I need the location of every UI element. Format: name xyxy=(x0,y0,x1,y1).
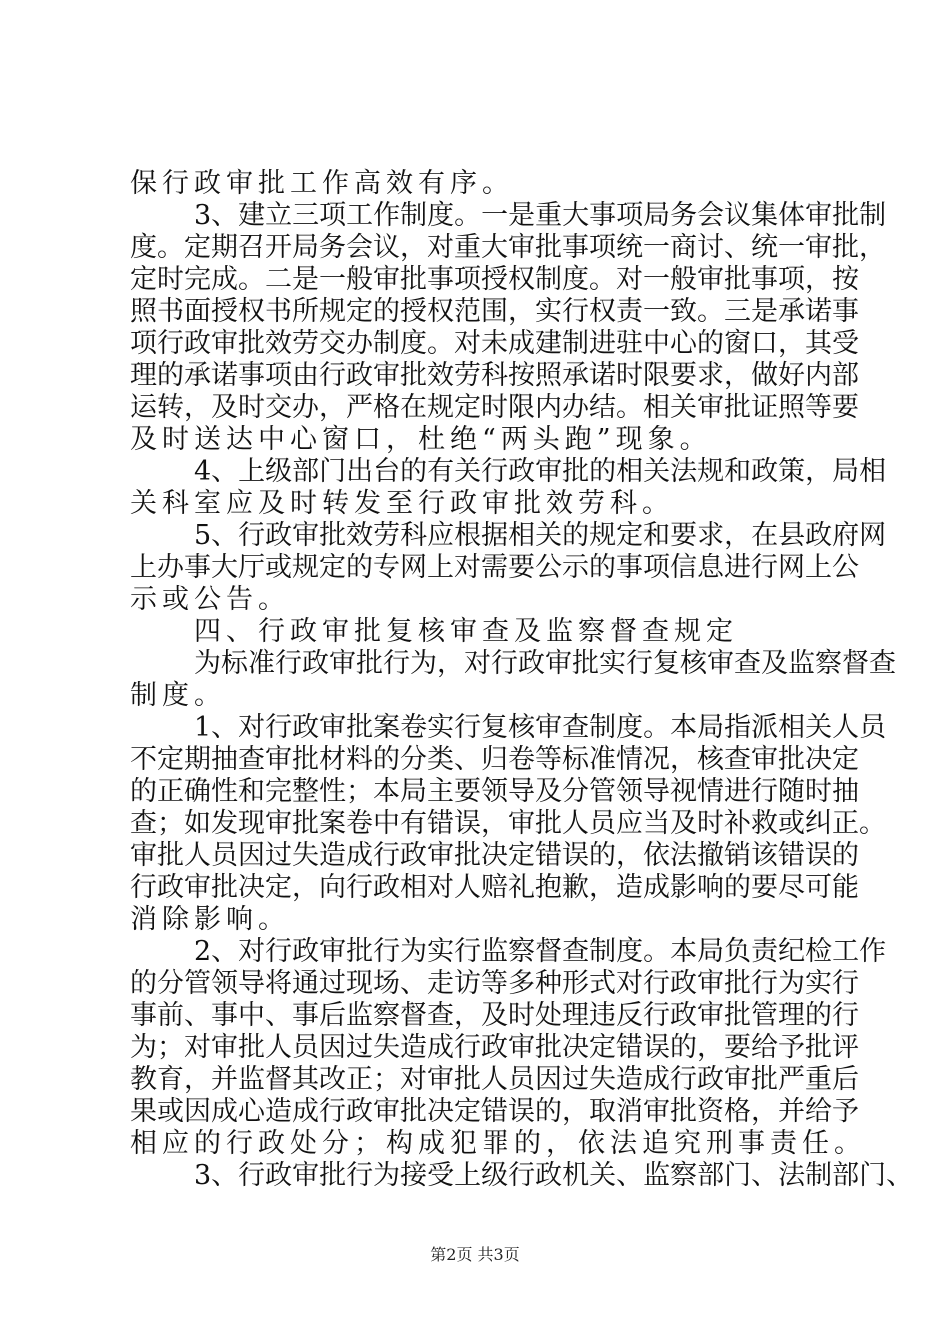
text-line: 为标准行政审批行为，对行政审批实行复核审查及监察督查 xyxy=(194,648,896,679)
text-line: 及时送达中心窗口，杜绝“两头跑”现象。 xyxy=(130,424,712,455)
page-footer: 第2页 共3页 xyxy=(430,1245,520,1264)
paragraph xyxy=(130,520,887,616)
text-line: 项行政审批效劳交办制度。对未成建制进驻中心的窗口，其受 xyxy=(130,328,859,359)
document-body xyxy=(130,168,914,1192)
text-line: 3、建立三项工作制度。一是重大事项局务会议集体审批制 xyxy=(194,200,887,231)
text-line: 行政审批决定，向行政相对人赔礼抱歉，造成影响的要尽可能 xyxy=(130,872,859,903)
text-line: 照书面授权书所规定的授权范围，实行权责一致。三是承诺事 xyxy=(130,296,859,327)
text-line: 查；如发现审批案卷中有错误，审批人员应当及时补救或纠正。 xyxy=(130,808,886,839)
paragraph xyxy=(130,616,844,648)
text-line: 2、对行政审批行为实行监察督查制度。本局负责纪检工作 xyxy=(194,936,887,967)
text-line: 相应的行政处分；构成犯罪的，依法追究刑事责任。 xyxy=(130,1128,866,1159)
text-line: 为；对审批人员因过失造成行政审批决定错误的，要给予批评 xyxy=(130,1032,859,1063)
text-line: 定时完成。二是一般审批事项授权制度。对一般审批事项，按 xyxy=(130,264,859,295)
text-line: 保行政审批工作高效有序。 xyxy=(130,168,514,199)
paragraph xyxy=(130,648,896,712)
paragraph xyxy=(130,456,887,520)
text-line: 关科室应及时转发至行政审批效劳科。 xyxy=(130,488,674,519)
text-line: 5、行政审批效劳科应根据相关的规定和要求，在县政府网 xyxy=(194,520,887,551)
text-line: 教育，并监督其改正；对审批人员因过失造成行政审批严重后 xyxy=(130,1064,859,1095)
text-line: 制度。 xyxy=(130,680,226,711)
paragraph xyxy=(130,168,844,200)
text-line: 运转，及时交办，严格在规定时限内办结。相关审批证照等要 xyxy=(130,392,859,423)
paragraph xyxy=(130,200,887,456)
text-line: 的分管领导将通过现场、走访等多种形式对行政审批行为实行 xyxy=(130,968,859,999)
text-line: 果或因成心造成行政审批决定错误的，取消审批资格，并给予 xyxy=(130,1096,859,1127)
text-line: 消除影响。 xyxy=(130,904,290,935)
paragraph xyxy=(130,936,887,1160)
paragraph xyxy=(130,712,887,936)
text-line: 4、上级部门出台的有关行政审批的相关法规和政策，局相 xyxy=(194,456,887,487)
text-line: 度。定期召开局务会议，对重大审批事项统一商讨、统一审批， xyxy=(130,232,886,263)
text-line: 的正确性和完整性；本局主要领导及分管领导视情进行随时抽 xyxy=(130,776,859,807)
text-line: 四、行政审批复核审查及监察督查规定 xyxy=(194,616,738,647)
text-line: 3、行政审批行为接受上级行政机关、监察部门、法制部门、 xyxy=(194,1160,914,1191)
text-line: 事前、事中、事后监察督查，及时处理违反行政审批管理的行 xyxy=(130,1000,859,1031)
text-line: 示或公告。 xyxy=(130,584,290,615)
text-line: 上办事大厅或规定的专网上对需要公示的事项信息进行网上公 xyxy=(130,552,859,583)
text-line: 1、对行政审批案卷实行复核审查制度。本局指派相关人员 xyxy=(194,712,887,743)
paragraph xyxy=(130,1160,914,1192)
text-line: 不定期抽查审批材料的分类、归卷等标准情况，核查审批决定 xyxy=(130,744,859,775)
text-line: 理的承诺事项由行政审批效劳科按照承诺时限要求，做好内部 xyxy=(130,360,859,391)
text-line: 审批人员因过失造成行政审批决定错误的，依法撤销该错误的 xyxy=(130,840,859,871)
